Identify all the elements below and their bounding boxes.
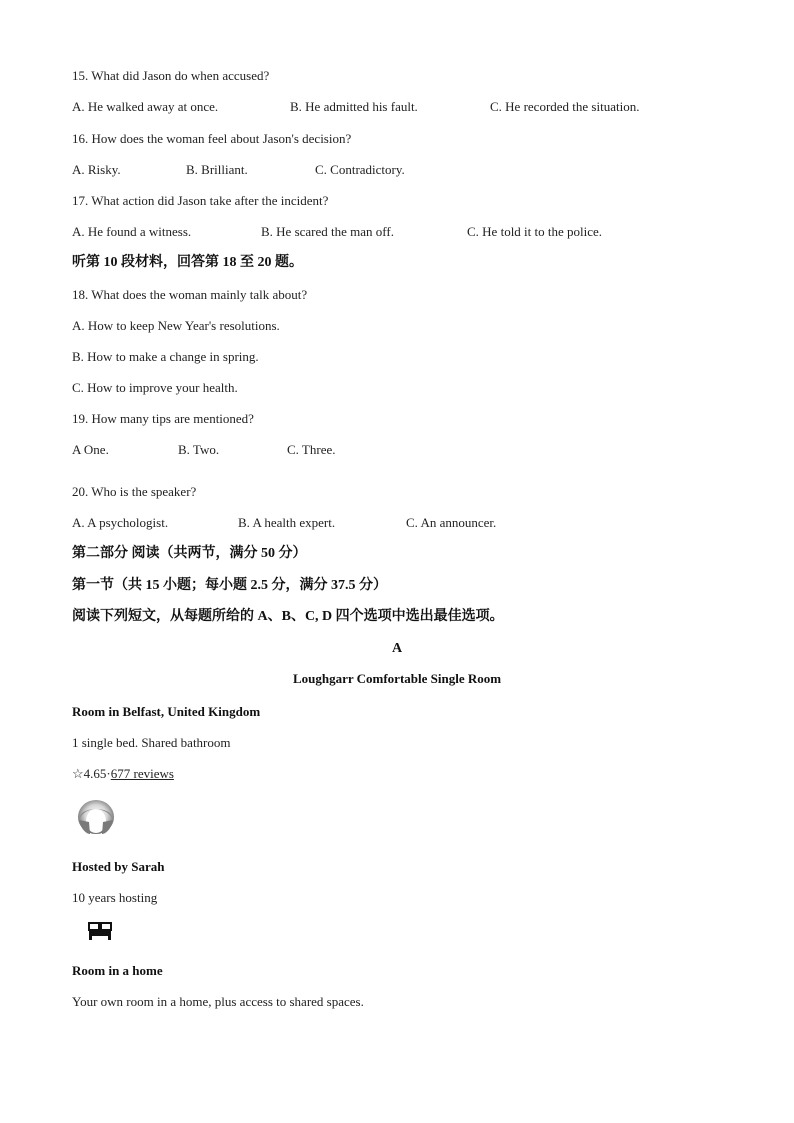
section-1-heading: 第一节（共 15 小题；每小题 2.5 分，满分 37.5 分） (72, 578, 387, 593)
room-description: Your own room in a home, plus access to shared spaces. (72, 994, 364, 1009)
question-15-option-a: A. He walked away at once. (72, 99, 219, 114)
host-name: Hosted by Sarah (72, 859, 165, 874)
listing-location: Room in Belfast, United Kingdom (72, 704, 261, 719)
question-20-option-c: C. An announcer. (406, 515, 497, 530)
section-10-heading: 听第 10 段材料，回答第 18 至 20 题。 (72, 255, 303, 270)
question-17-option-a: A. He found a witness. (72, 224, 192, 239)
question-15-stem: 15. What did Jason do when accused? (72, 68, 270, 83)
reading-instruction: 阅读下列短文，从每题所给的 A、B、C, D 四个选项中选出最佳选项。 (72, 609, 504, 624)
question-17-stem: 17. What action did Jason take after the incident? (72, 193, 329, 208)
rating-value: ☆4.65· (72, 766, 111, 781)
question-19-stem: 19. How many tips are mentioned? (72, 411, 254, 426)
part-2-heading: 第二部分 阅读（共两节，满分 50 分） (72, 546, 307, 561)
question-18-option-a: A. How to keep New Year's resolutions. (72, 318, 280, 333)
listing-beds: 1 single bed. Shared bathroom (72, 735, 231, 750)
listing-rating (72, 766, 174, 782)
question-19-option-b: B. Two. (178, 442, 220, 457)
question-16-option-b: B. Brilliant. (186, 162, 248, 177)
reviews-link[interactable]: 677 reviews (110, 766, 174, 781)
room-type: Room in a home (72, 963, 163, 978)
host-avatar (77, 800, 115, 836)
question-15-option-c: C. He recorded the situation. (490, 99, 640, 114)
room-in-home-icon (88, 921, 112, 941)
question-16-option-c: C. Contradictory. (315, 162, 405, 177)
question-19-option-c: C. Three. (287, 442, 336, 457)
question-18-option-b: B. How to make a change in spring. (72, 349, 259, 364)
passage-letter: A (391, 641, 403, 656)
question-20-option-a: A. A psychologist. (72, 515, 169, 530)
question-19-option-a: A One. (72, 442, 109, 457)
question-18-option-c: C. How to improve your health. (72, 380, 238, 395)
hosting-years: 10 years hosting (72, 890, 158, 905)
question-20-stem: 20. Who is the speaker? (72, 484, 197, 499)
passage-title: Loughgarr Comfortable Single Room (292, 671, 502, 686)
question-16-option-a: A. Risky. (72, 162, 121, 177)
question-17-option-b: B. He scared the man off. (261, 224, 394, 239)
question-17-option-c: C. He told it to the police. (467, 224, 603, 239)
question-18-stem: 18. What does the woman mainly talk about? (72, 287, 308, 302)
question-15-option-b: B. He admitted his fault. (290, 99, 418, 114)
question-16-stem: 16. How does the woman feel about Jason's decision? (72, 131, 352, 146)
question-20-option-b: B. A health expert. (238, 515, 336, 530)
